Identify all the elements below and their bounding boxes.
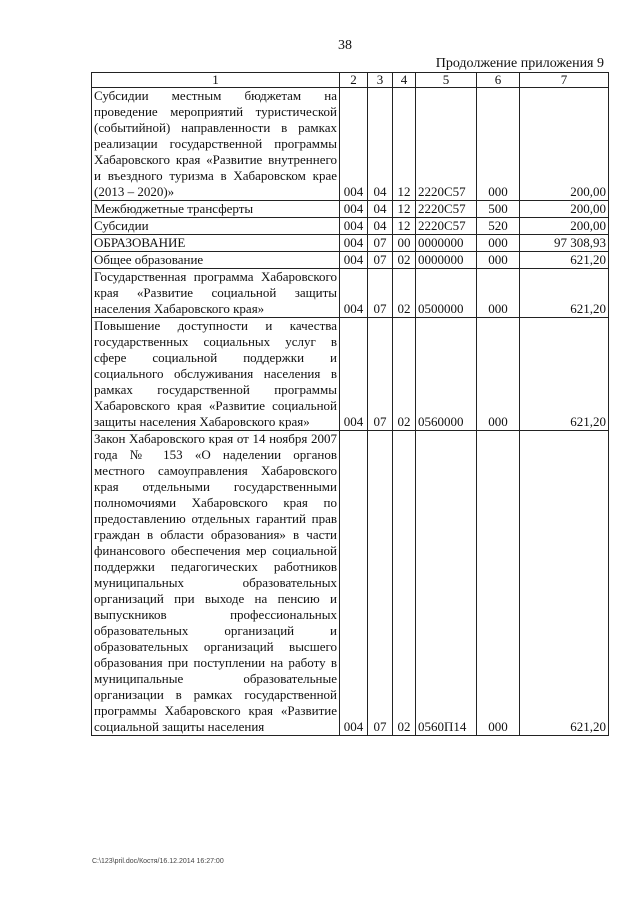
amount-cell: 200,00 — [520, 218, 609, 235]
table-row — [92, 235, 609, 252]
admin-code-cell: 004 — [340, 318, 368, 431]
expense-type-cell: 000 — [477, 269, 520, 318]
row-name-cell: Межбюджетные трансферты — [92, 201, 340, 218]
row-name-cell: Закон Хабаровского края от 14 ноября 2007 года № 153 «О наделении органов местного самоуправления Хабаровского края отдельными государственными полномочиями Хабаровского края по предоставлению отдельных гарантий прав граждан в области образования» в части финансового обеспечения мер социальной поддержки педагогических работников муниципальных образовательных организаций при выходе на пенсию и выпускников профессиональных образовательных организаций и образовательных организаций высшего образования при поступлении на работу в муниципальные образовательные организации в рамках государственной программы Хабаровского края «Развитие социальной защиты населения — [92, 431, 340, 736]
subsection-cell: 12 — [393, 201, 416, 218]
column-header: 2 — [340, 73, 368, 88]
amount-cell: 621,20 — [520, 318, 609, 431]
target-article-cell: 0560000 — [416, 318, 477, 431]
expense-type-cell: 000 — [477, 235, 520, 252]
page-number: 38 — [338, 38, 352, 53]
subsection-cell: 12 — [393, 88, 416, 201]
table-row — [92, 201, 609, 218]
amount-cell: 200,00 — [520, 201, 609, 218]
section-cell: 07 — [368, 269, 393, 318]
subsection-cell: 02 — [393, 252, 416, 269]
row-name-cell: Повышение доступности и качества государственных социальных услуг в сфере социальной поддержки и социального обслуживания населения в рамках государственной программы Хабаровского края «Развитие социальной защиты населения Хабаровского края» — [92, 318, 340, 431]
amount-cell: 621,20 — [520, 252, 609, 269]
admin-code-cell: 004 — [340, 431, 368, 736]
amount-cell: 621,20 — [520, 431, 609, 736]
column-header: 4 — [393, 73, 416, 88]
row-name-cell: Государственная программа Хабаровского края «Развитие социальной защиты населения Хабаровского края» — [92, 269, 340, 318]
target-article-cell: 0560П14 — [416, 431, 477, 736]
table-row — [92, 318, 609, 431]
section-cell: 04 — [368, 201, 393, 218]
section-cell: 07 — [368, 431, 393, 736]
expense-type-cell: 000 — [477, 318, 520, 431]
section-cell: 07 — [368, 252, 393, 269]
row-name-cell: Субсидии местным бюджетам на проведение мероприятий туристической (событийной) направленности в рамках реализации государственной программы Хабаровского края «Развитие внутреннего и въездного туризма в Хабаровском крае (2013 – 2020)» — [92, 88, 340, 201]
row-name-cell: ОБРАЗОВАНИЕ — [92, 235, 340, 252]
target-article-cell: 2220С57 — [416, 201, 477, 218]
column-header: 6 — [477, 73, 520, 88]
amount-cell: 200,00 — [520, 88, 609, 201]
admin-code-cell: 004 — [340, 88, 368, 201]
admin-code-cell: 004 — [340, 269, 368, 318]
subsection-cell: 02 — [393, 318, 416, 431]
subsection-cell: 00 — [393, 235, 416, 252]
target-article-cell: 2220С57 — [416, 88, 477, 201]
column-header: 1 — [92, 73, 340, 88]
subsection-cell: 02 — [393, 431, 416, 736]
admin-code-cell: 004 — [340, 218, 368, 235]
table-row — [92, 431, 609, 736]
target-article-cell: 0000000 — [416, 235, 477, 252]
section-cell: 04 — [368, 218, 393, 235]
admin-code-cell: 004 — [340, 252, 368, 269]
admin-code-cell: 004 — [340, 235, 368, 252]
target-article-cell: 0500000 — [416, 269, 477, 318]
section-cell: 07 — [368, 318, 393, 431]
table-row — [92, 88, 609, 201]
subsection-cell: 02 — [393, 269, 416, 318]
admin-code-cell: 004 — [340, 201, 368, 218]
column-header: 5 — [416, 73, 477, 88]
table-row — [92, 252, 609, 269]
row-name-cell: Субсидии — [92, 218, 340, 235]
subsection-cell: 12 — [393, 218, 416, 235]
table-row — [92, 218, 609, 235]
expense-type-cell: 000 — [477, 88, 520, 201]
expense-type-cell: 000 — [477, 431, 520, 736]
expense-type-cell: 520 — [477, 218, 520, 235]
budget-table — [91, 72, 609, 736]
amount-cell: 97 308,93 — [520, 235, 609, 252]
expense-type-cell: 000 — [477, 252, 520, 269]
column-header: 3 — [368, 73, 393, 88]
target-article-cell: 0000000 — [416, 252, 477, 269]
row-name-cell: Общее образование — [92, 252, 340, 269]
amount-cell: 621,20 — [520, 269, 609, 318]
file-path-footer: C:\123\pril.doc/Костя/16.12.2014 16:27:00 — [92, 858, 224, 865]
appendix-caption: Продолжение приложения 9 — [435, 56, 604, 71]
section-cell: 07 — [368, 235, 393, 252]
table-header-row — [92, 73, 609, 88]
section-cell: 04 — [368, 88, 393, 201]
target-article-cell: 2220С57 — [416, 218, 477, 235]
expense-type-cell: 500 — [477, 201, 520, 218]
column-header: 7 — [520, 73, 609, 88]
table-row — [92, 269, 609, 318]
